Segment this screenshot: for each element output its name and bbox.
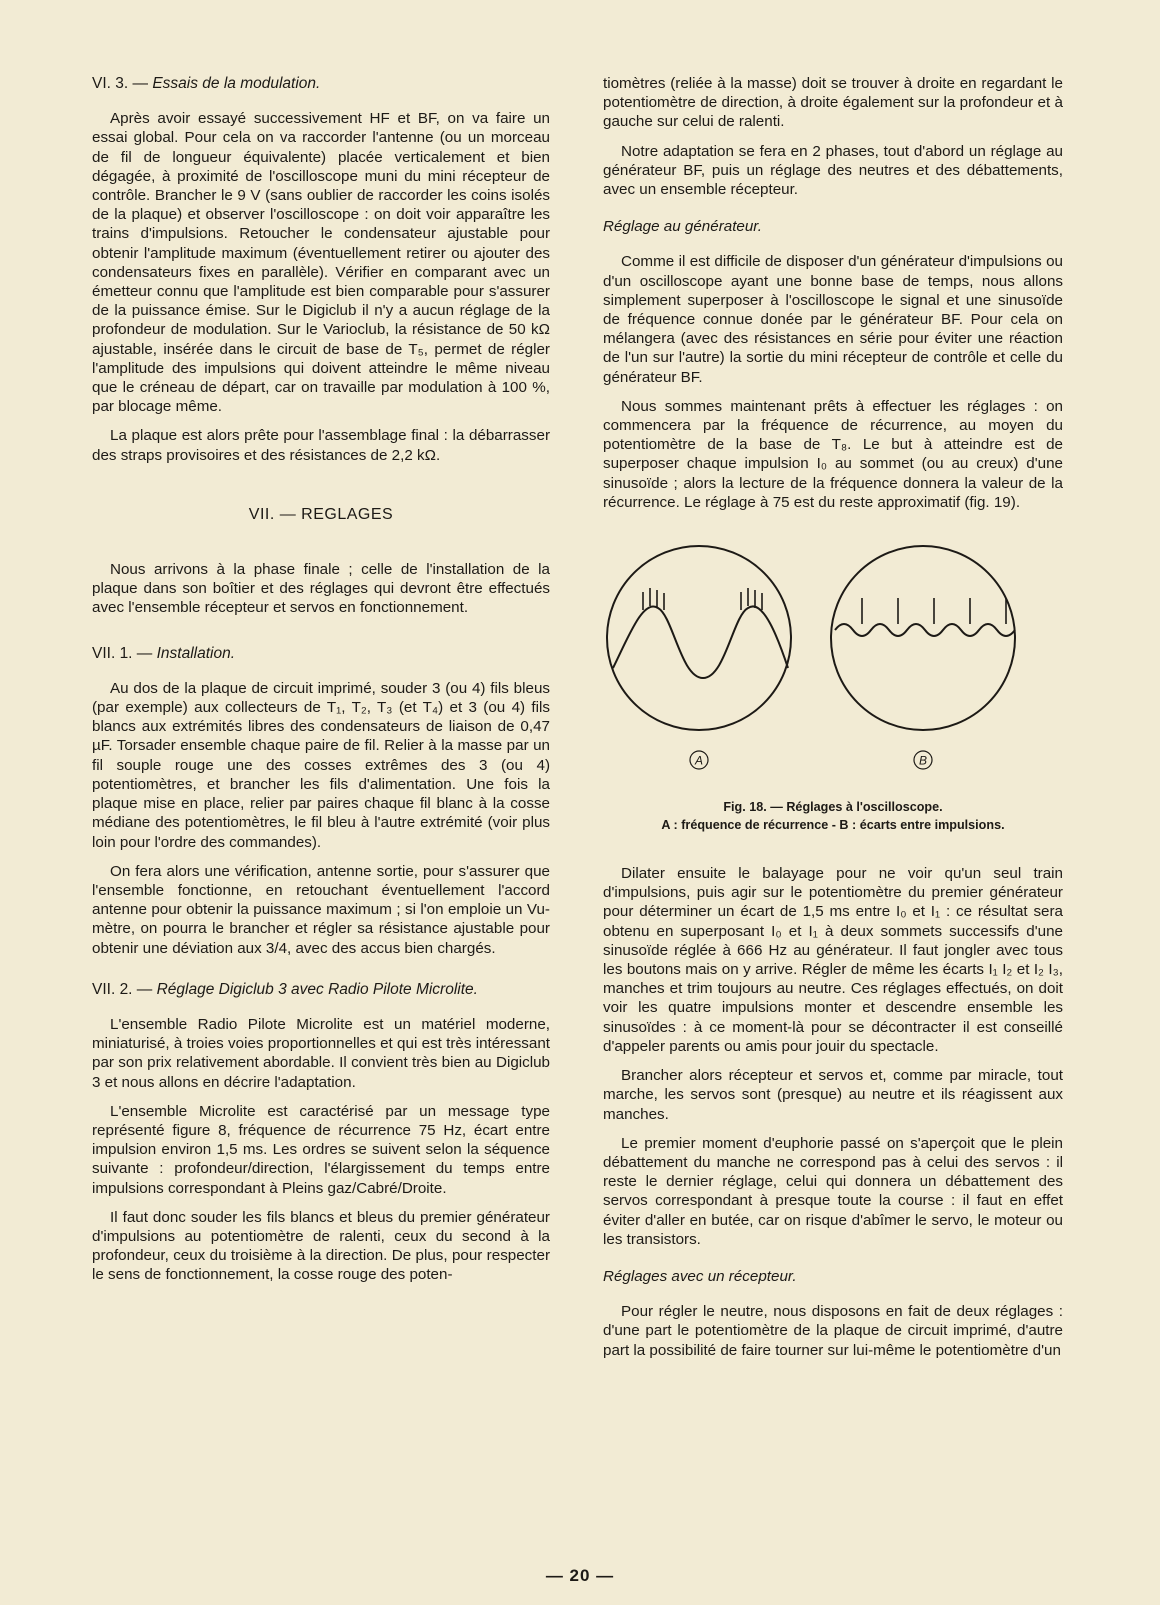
heading-title: Réglage Digiclub 3 avec Radio Pilote Microlite.: [156, 980, 478, 998]
paragraph: Le premier moment d'euphorie passé on s'aperçoit que le plein débattement du manche ne correspond pas à celui des servos : il reste le dernier réglage, celui qui donnera un débattement des servos correspondant à presque toute la course : il faut en effet éviter d'aller en butée, car on risque d'abîmer le servo, le moteur ou les transistors.: [603, 1134, 1063, 1248]
section-heading-vi3: [92, 74, 550, 93]
paragraph: On fera alors une vérification, antenne sortie, pour s'assurer que l'ensemble fonctionne, en retouchant éventuellement l'accord antenne pour obtenir la puissance maximum ; si l'on emploie un Vu-mètre, on pourra le brancher et régler sa résistance ajustable pour obtenir une déviation aux 3/4, avec des accus bien chargés.: [92, 862, 550, 957]
section-heading-vii2: [92, 980, 550, 999]
paragraph: tiomètres (reliée à la masse) doit se trouver à droite en regardant le potentiomètre de direction, à droite également sur la profondeur et à gauche sur celui de ralenti.: [603, 75, 1063, 131]
paragraph: Comme il est difficile de disposer d'un générateur d'impulsions ou d'un oscilloscope ayant une bonne base de temps, nous allons simplement superposer à l'oscilloscope le signal et une sinusoïde de fréquence connue donée par le générateur BF. Pour cela on mélangera (avec des résistances en série pour éviter une réaction de l'un sur l'autre) la sortie du mini récepteur de contrôle et celle du générateur BF.: [603, 253, 1063, 386]
caption-line-2: A : fréquence de récurrence - B : écarts entre impulsions.: [661, 818, 1005, 833]
pulse-marks-b: [862, 598, 1006, 624]
right-column: [603, 74, 1063, 1370]
oscilloscope-figure: [603, 538, 1063, 788]
paragraph: Au dos de la plaque de circuit imprimé, souder 3 (ou 4) fils bleus (par exemple) aux collecteurs de T₁, T₂, T₃ (et T₄) et 3 (ou 4) fils blancs aux extrémités libres des condensateurs de liaison de 0,47 µF. Torsader ensemble chaque paire de fil. Relier à la masse par un fil souple rouge une des cosses extrêmes des 3 (ou 4) potentiomètres, et brancher les fils d'alimentation. Une fois la plaque mise en place, relier par paires chaque fil blanc à la cosse médiane des potentiomètres, le fil bleu à l'autre extrémité (voir plus loin pour l'ordre des commandes).: [92, 679, 550, 851]
paragraph: L'ensemble Radio Pilote Microlite est un matériel moderne, miniaturisé, à troies voies proportionnelles et qui est très intéressant par son prix relativement abordable. Il convient très bien au Digiclub 3 et nous allons en décrire l'adaptation.: [92, 1015, 550, 1091]
paragraph: Nous arrivons à la phase finale ; celle de l'installation de la plaque dans son boîtier et des réglages qui devront être effectués avec l'ensemble récepteur et servos en fonctionnement.: [92, 561, 550, 617]
pulse-marks-a: [643, 588, 762, 610]
heading-title: Installation.: [156, 644, 236, 662]
paragraph: Notre adaptation se fera en 2 phases, tout d'abord un réglage au générateur BF, puis un réglage des neutres et des débattements, avec un ensemble récepteur.: [603, 142, 1063, 199]
page-number: — 20 —: [545, 1566, 615, 1585]
caption-line-1: Fig. 18. — Réglages à l'oscilloscope.: [723, 800, 943, 815]
sine-wave-b: [835, 624, 1015, 636]
figure-caption: [603, 798, 1063, 834]
paragraph: Il faut donc souder les fils blancs et bleus du premier générateur d'impulsions au potentiomètre de ralenti, ceux du second à la profondeur, ceux du troisième à la direction. De plus, pour respecter le sens de fonctionnement, la cosse rouge des poten-: [92, 1208, 550, 1284]
paragraph: Pour régler le neutre, nous disposons en fait de deux réglages : d'une part le potentiomètre de la plaque de circuit imprimé, d'autre part la possibilité de faire tourner sur lui-même le potentiomètre d'un: [603, 1303, 1063, 1359]
left-column: [92, 74, 550, 1295]
chapter-title: VII. — REGLAGES: [248, 505, 394, 523]
paragraph: Nous sommes maintenant prêts à effectuer les réglages : on commencera par la fréquence de récurrence, au moyen du potentiomètre de la base de T₈. Le but à atteindre est de superposer chaque impulsion I₀ au sommet (ou au creux) d'une sinusoïde ; alors la lecture de la fréquence donnera la valeur de la récurrence. Le réglage à 75 est du reste approximatif (fig. 19).: [603, 397, 1063, 511]
section-heading-vii1: [92, 644, 550, 663]
oscilloscope-screen-b: [831, 546, 1015, 730]
paragraph: Brancher alors récepteur et servos et, comme par miracle, tout marche, les servos sont (presque) au neutre et ils réagissent aux manches.: [603, 1067, 1063, 1123]
paragraph: Après avoir essayé successivement HF et BF, on va faire un essai global. Pour cela on va raccorder l'antenne (ou un morceau de fil de longueur équivalente) placée verticalement et bien dégagée, à proximité de l'oscilloscope muni du mini récepteur de contrôle. Brancher le 9 V (sans oublier de raccorder les coins isolés de la plaque) et observer l'oscilloscope : on doit voir apparaître les trains d'impulsions. Retoucher le condensateur ajustable pour obtenir l'amplitude maximum (éventuellement retirer ou ajouter des condensateurs fixes en parallèle). Vérifier en comparant avec un émetteur connu que l'amplitude est bien comparable pour s'assurer de la puissance émise. Sur le Digiclub il n'y a aucun réglage de la profondeur de modulation. Sur le Varioclub, la résistance de 50 kΩ ajustable, insérée dans le circuit de base de T₅, permet de régler l'amplitude des impulsions qui doivent atteindre le même niveau que le créneau de départ, car on travaille par modulation à 100 %, par blocage même.: [92, 110, 550, 416]
oscilloscope-screen-a: [607, 546, 791, 730]
sine-wave-a: [613, 606, 788, 678]
subheading: Réglages avec un récepteur.: [603, 1267, 797, 1285]
paragraph: Dilater ensuite le balayage pour ne voir qu'un seul train d'impulsions, puis agir sur le potentiomètre du premier générateur pour déterminer un écart de 1,5 ms entre I₀ et I₁ : ce résultat sera obtenu en superposant I₀ et I₁ à deux sommets successifs d'une sinusoïde réglée à 666 Hz au générateur. Il faut jongler avec tous les boutons mais on y arrive. Régler de même les écarts I₁ I₂ et I₂ I₃, manches et trim toujours au neutre. Ces réglages effectués, on doit voir les quatre impulsions monter et descendre ensemble les sinusoïdes : à ce moment-là pour se décontracter il est conseillé d'appeler parents ou amis pour jouir du spectacle.: [603, 865, 1063, 1055]
figure-18: [603, 538, 1063, 788]
heading-title: Essais de la modulation.: [152, 75, 321, 92]
paragraph: L'ensemble Microlite est caractérisé par un message type représenté figure 8, fréquence de récurrence 75 Hz, écart entre impulsion environ 1,5 ms. Les ordres se suivent selon la séquence suivante : profondeur/direction, l'élargissement du temps entre impulsions correspondant à Pleins gaz/Cabré/Droite.: [92, 1102, 550, 1197]
heading-number: VII. 1. —: [92, 644, 157, 662]
heading-number: VII. 2. —: [92, 980, 157, 998]
heading-number: VI. 3. —: [92, 75, 153, 92]
paragraph: La plaque est alors prête pour l'assemblage final : la débarrasser des straps provisoires et des résistances de 2,2 kΩ.: [92, 427, 550, 464]
fig-label-b: B: [918, 753, 928, 768]
subheading: Réglage au générateur.: [603, 218, 763, 236]
fig-label-a: A: [694, 753, 704, 768]
